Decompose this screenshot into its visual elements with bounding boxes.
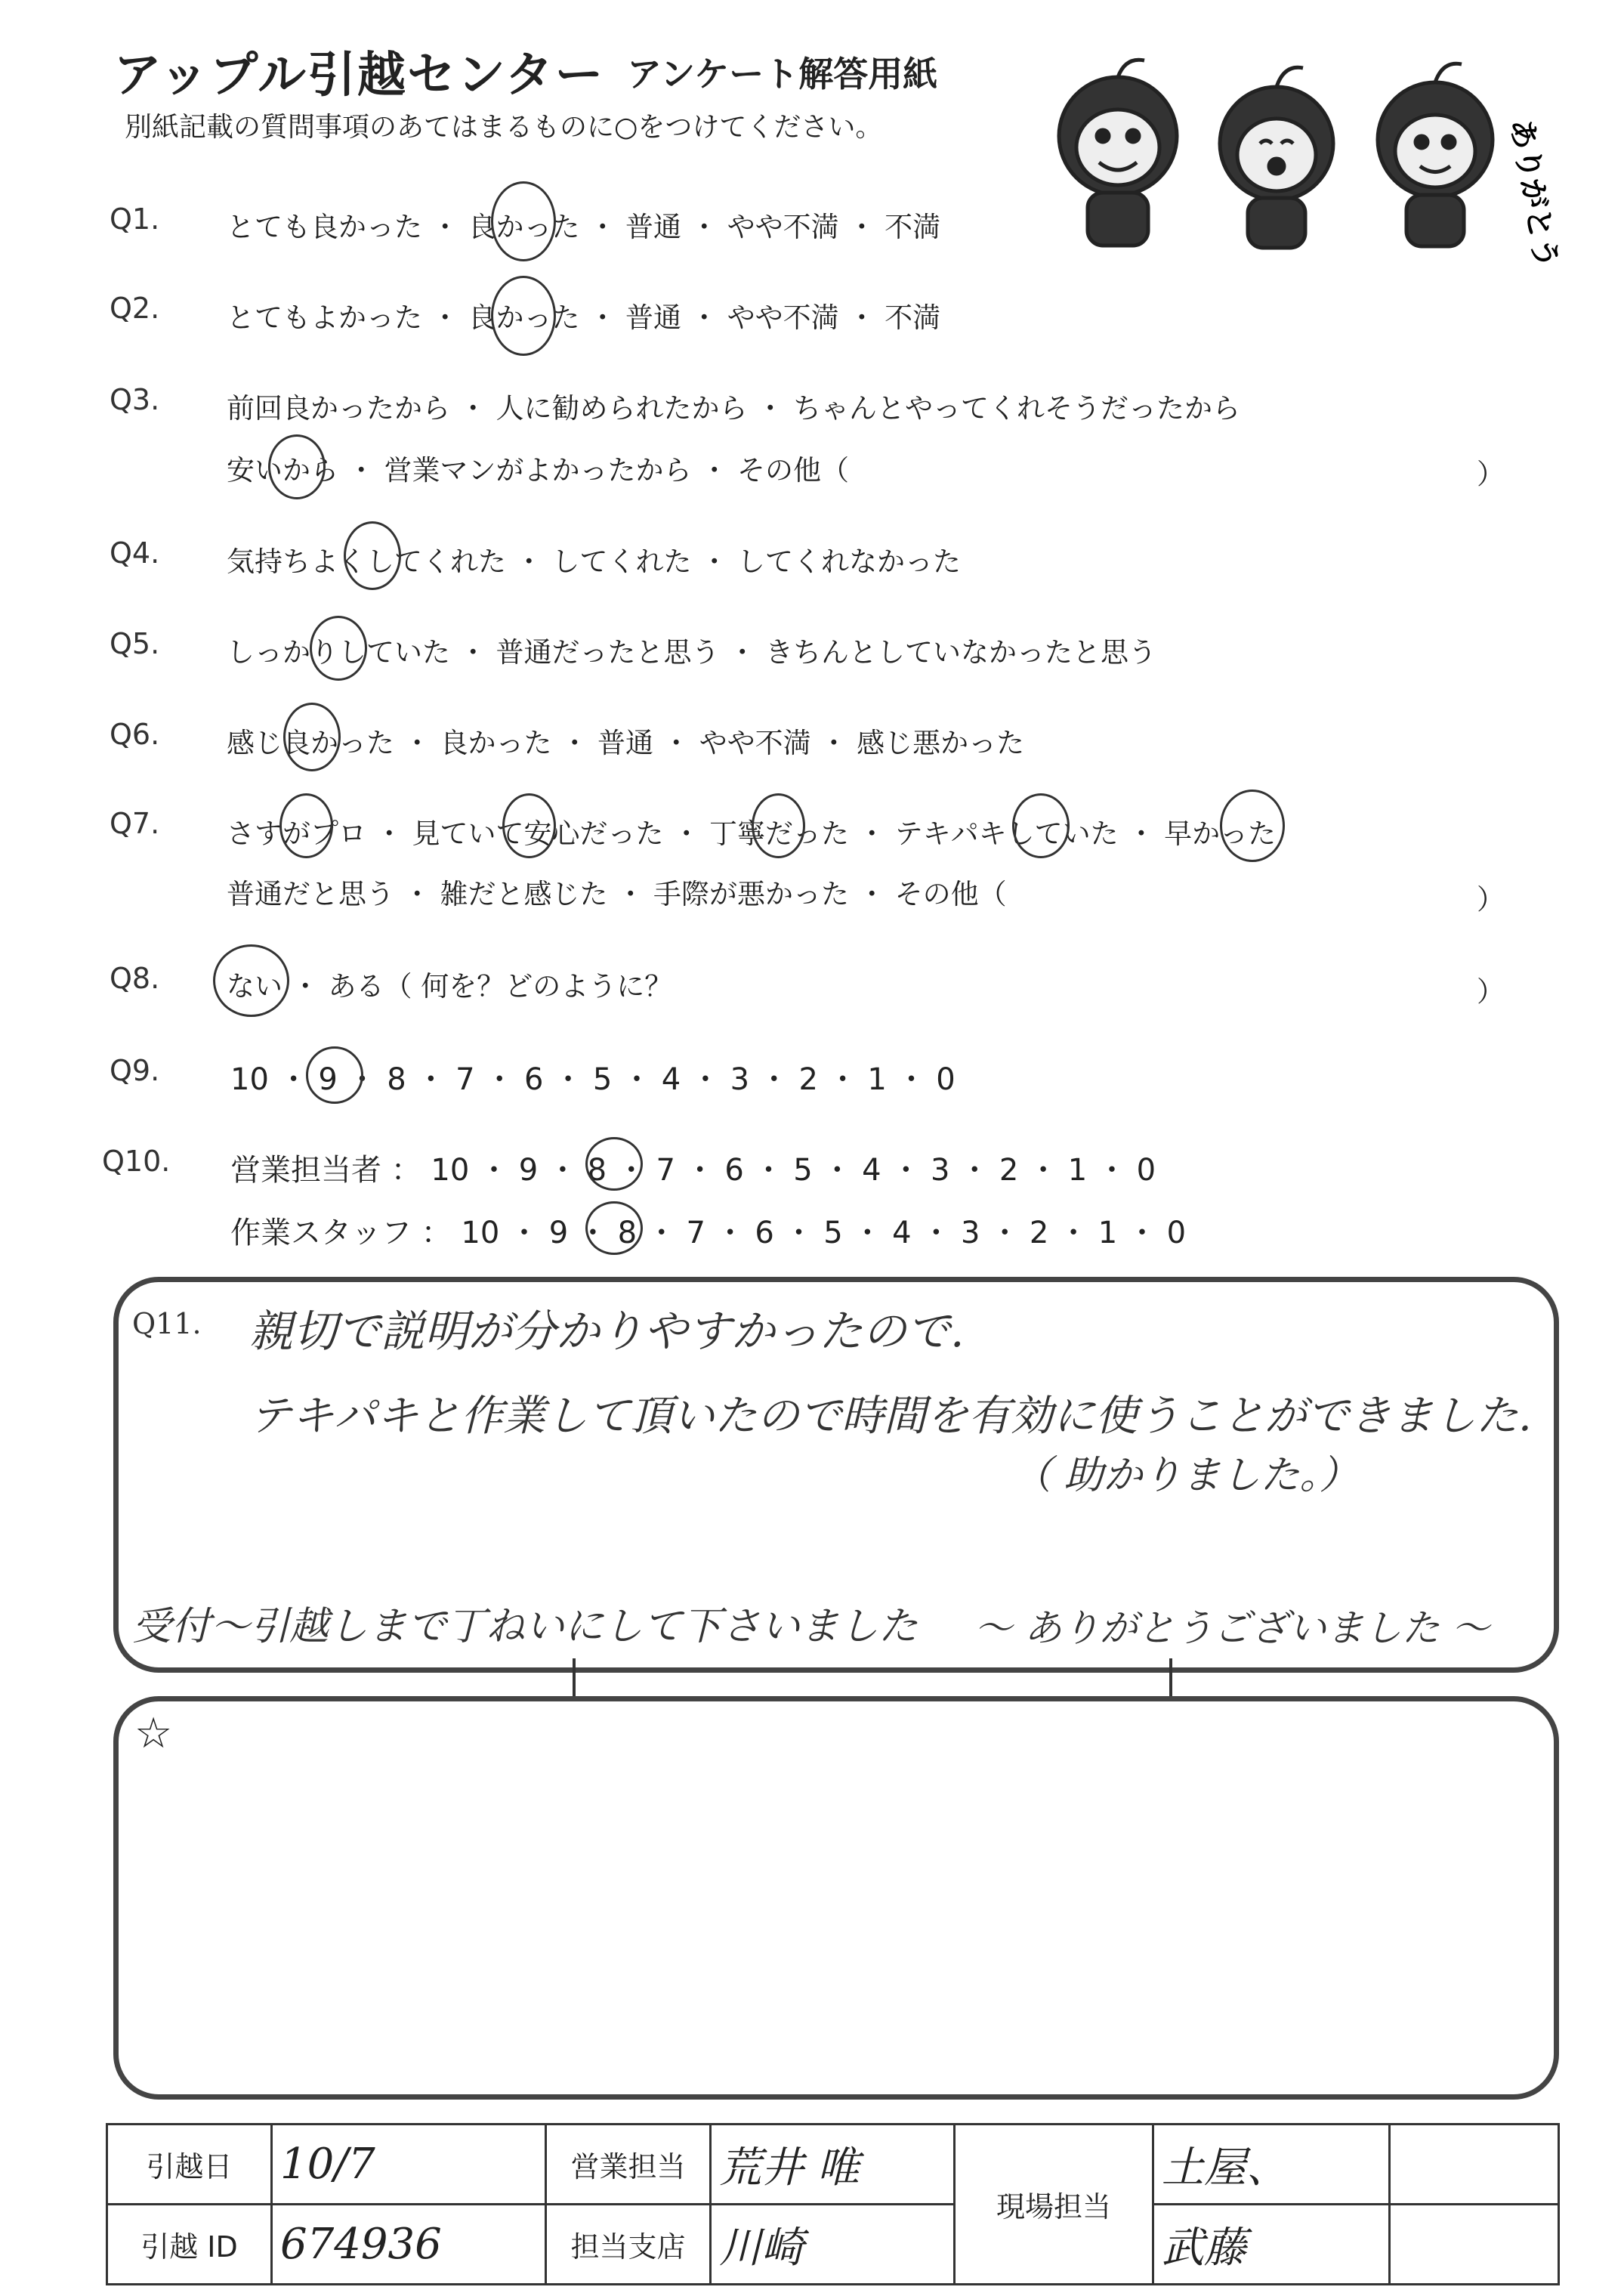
q2-label: Q2. [110,292,160,325]
site-value-cell-1 [1153,2125,1390,2205]
q11-label: Q11. [132,1307,202,1340]
form-title: アップル引越センター [113,48,605,104]
star-comment-box [113,1696,1559,2100]
q8-options: ない ・ ある（ 何を？どのように？ [227,970,673,1003]
answer-circle-q8 [213,944,289,1017]
q8-label: Q8. [110,962,160,995]
monkey-mascots-illustration [1035,53,1564,271]
moving-id-label: 引越 ID [107,2205,272,2285]
answer-circle-q10-staff [585,1201,643,1255]
branch-value: 川崎 [719,2223,804,2273]
q9-scale: 10 ・ 9 ・ 8 ・ 7 ・ 6 ・ 5 ・ 4 ・ 3 ・ 2 ・ 1 ・ 0 [230,1062,956,1097]
site-value-cell-2 [1153,2205,1390,2285]
q11-handwriting-line1: 親切で説明が分かりやすかったので. [249,1306,965,1357]
q10-staff-scale: 作業スタッフ ： 10 ・ 9 ・ 8 ・ 7 ・ 6 ・ 5 ・ 4 ・ 3 ・ 2 ・ 1 ・ 0 [230,1216,1187,1250]
answer-circle-q5 [310,616,367,681]
branch-value-cell [711,2205,955,2285]
q7-close-paren: ） [1477,883,1505,916]
sales-label: 営業担当 [546,2125,711,2205]
q1-label: Q1. [110,202,160,236]
q3-label: Q3. [110,383,160,416]
q11-handwriting-line3: （ 助かりました。） [1012,1453,1359,1498]
q2-options: とてもよかった ・ 良かった ・ 普通 ・ やや不満 ・ 不満 [227,301,941,334]
moving-id-value-cell [272,2205,546,2285]
moving-date-value: 10/7 [280,2140,375,2189]
q10-sales-scale: 営業担当者 ： 10 ・ 9 ・ 8 ・ 7 ・ 6 ・ 5 ・ 4 ・ 3 ・ 2 ・ 1 ・ 0 [230,1153,1156,1188]
site-value-1: 土屋、 [1162,2143,1289,2193]
site-label: 現場担当 [955,2125,1153,2285]
moving-id-value: 674936 [280,2220,442,2269]
footer-info-table [106,2123,1560,2285]
sales-value: 荒井 唯 [719,2143,860,2193]
q5-options: しっかりしていた ・ 普通だったと思う ・ きちんとしていなかったと思う [227,636,1157,669]
q3-options-line2: 安いから ・ 営業マンがよかったから ・ その他（ [227,454,850,487]
mascot-caption: ありがとう [1503,116,1564,271]
q11-handwriting-line4: 受付～引越しまで丁ねいにして下さいました [132,1604,919,1649]
q7-options-line1: さすがプロ ・ 見ていて安心だった ・ 丁寧だった ・ テキパキしていた ・ 早かった [227,817,1277,850]
site-extra-cell-2 [1390,2205,1559,2285]
form-subtitle: アンケート解答用紙 [627,54,938,94]
answer-circle-q2 [491,276,556,356]
q4-options: 気持ちよくしてくれた ・ してくれた ・ してくれなかった [227,545,962,578]
q1-options: とても良かった ・ 良かった ・ 普通 ・ やや不満 ・ 不満 [227,211,941,243]
q7-label: Q7. [110,807,160,840]
answer-circle-q7-a [279,793,333,858]
answer-circle-q7-d [1012,793,1070,858]
sales-value-cell [711,2125,955,2205]
answer-circle-q4 [344,521,401,590]
answer-circle-q3 [268,434,326,499]
form-instruction: 別紙記載の質問事項のあてはまるものに○をつけてください。 [125,112,883,143]
answer-circle-q7-c [752,793,805,858]
answer-circle-q1 [491,181,556,261]
answer-circle-q10-sales [585,1137,643,1191]
answer-circle-q7-b [502,793,556,858]
moving-date-label: 引越日 [107,2125,272,2205]
q3-options-line1: 前回良かったから ・ 人に勧められたから ・ ちゃんとやってくれそうだったから [227,392,1241,425]
q11-handwriting-line2: テキパキと作業して頂いたので時間を有効に使うことができました. [249,1392,1532,1441]
q6-label: Q6. [110,718,160,751]
star-icon: ☆ [134,1709,173,1758]
q6-options: 感じ良かった ・ 良かった ・ 普通 ・ やや不満 ・ 感じ悪かった [227,727,1025,759]
q3-close-paren: ） [1477,458,1505,490]
answer-circle-q6 [283,703,341,771]
q11-handwriting-line5: ～ ありがとうございました ～ [974,1606,1490,1650]
q9-label: Q9. [110,1054,160,1087]
site-extra-cell-1 [1390,2125,1559,2205]
q10-label: Q10. [102,1145,171,1178]
q4-label: Q4. [110,536,160,570]
branch-label: 担当支店 [546,2205,711,2285]
q5-label: Q5. [110,627,160,660]
q7-options-line2: 普通だと思う ・ 雑だと感じた ・ 手際が悪かった ・ その他（ [227,878,1007,910]
answer-circle-q9 [306,1046,363,1104]
moving-date-value-cell [272,2125,546,2205]
site-value-2: 武藤 [1162,2223,1246,2273]
q8-close-paren: ） [1477,975,1505,1008]
answer-circle-q7-e [1220,790,1285,862]
